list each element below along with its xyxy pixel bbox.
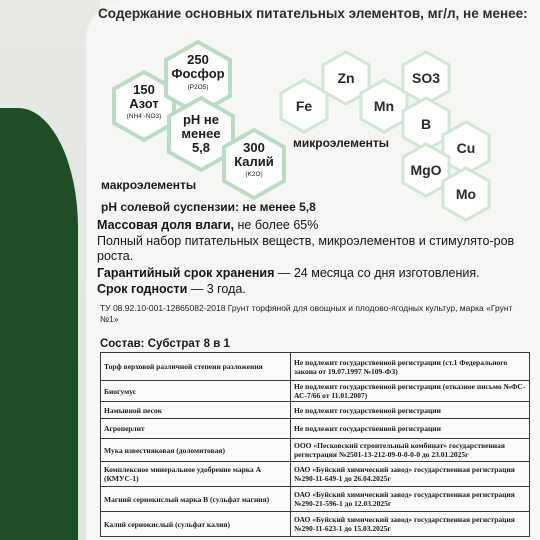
component-cell: Биогумус bbox=[101, 381, 291, 402]
table-row bbox=[101, 462, 530, 487]
component-cell: Намывной песок bbox=[101, 402, 291, 419]
table-row bbox=[101, 512, 530, 537]
registration-cell: Не подлежит государственной регистрации bbox=[291, 402, 530, 419]
shelf-life-line bbox=[97, 266, 533, 281]
registration-cell: Не подлежит государственной регистрации (ст.1 Федерального закона от 19.07.1997 №109-ФЗ) bbox=[291, 353, 530, 381]
composition-table bbox=[100, 352, 530, 537]
nutrients-heading: Содержание основных питательных элементов, мг/л, не менее: bbox=[98, 6, 528, 21]
table-row bbox=[101, 419, 530, 439]
macro-label: макроэлементы bbox=[101, 178, 197, 192]
component-cell: Агроперлит bbox=[101, 419, 291, 439]
shelf-life-bold: Гарантийный срок хранения bbox=[97, 266, 275, 280]
ph-line-3: 5,8 bbox=[191, 140, 211, 155]
composition-title: Состав: Субстрат 8 в 1 bbox=[100, 338, 230, 350]
registration-cell: ООО «Песковский строительный комбинат» государственная регистрация №2501-13-212-09-0-0-0-0 до 23.01.2025г bbox=[291, 439, 530, 462]
phosphorus-name: Фосфор bbox=[171, 66, 225, 81]
table-row bbox=[101, 439, 530, 462]
ph-line-2: менее bbox=[181, 126, 221, 141]
micro-cu: Cu bbox=[456, 140, 476, 156]
registration-cell: Не подлежит государственной регистрации (отказное письмо №ФС-АС-7/66 от 11.01.2007) bbox=[291, 381, 530, 402]
shelf-life-rest: — 24 месяца со дня изготовления. bbox=[274, 266, 480, 280]
micro-fe: Fe bbox=[295, 98, 313, 114]
nitrogen-name: Азот bbox=[129, 96, 159, 111]
table-row bbox=[101, 353, 530, 381]
hex-mn bbox=[361, 80, 407, 132]
full-set-text: Полный набор питательных веществ, микроэлементов и стимулято-ров роста. bbox=[97, 234, 515, 263]
potassium-formula: (K2O) bbox=[245, 171, 263, 178]
potassium-value: 300 bbox=[243, 140, 265, 155]
ph-line-1: pH не bbox=[182, 112, 220, 127]
ph-suspension: pH солевой суспензии: не менее 5,8 bbox=[101, 200, 316, 214]
moisture-bold: Массовая доля влаги, bbox=[97, 218, 235, 232]
expiry-bold: Срок годности bbox=[97, 282, 188, 296]
hex-fe bbox=[281, 80, 327, 132]
hex-potassium bbox=[224, 130, 284, 198]
micro-so3: SO3 bbox=[411, 70, 441, 86]
micro-mn: Mn bbox=[373, 98, 395, 114]
component-cell: Калий сернокислый (сульфат калия) bbox=[101, 512, 291, 537]
tu-standard: ТУ 08.92.10-001-12865082-2018 Грунт торфяной для овощных и плодово-ягодных культур, марка «Грунт №1» bbox=[100, 303, 513, 324]
nitrogen-value: 150 bbox=[133, 82, 155, 97]
registration-cell: ОАО «Буйский химический завод» государственная регистрация №290-11-649-1 до 26.04.2025г bbox=[291, 462, 530, 487]
registration-cell: Не подлежит государственной регистрации bbox=[291, 419, 530, 439]
micro-mo: Mo bbox=[455, 186, 477, 202]
potassium-name: Калий bbox=[234, 154, 274, 169]
table-row bbox=[101, 381, 530, 402]
moisture-line bbox=[97, 218, 533, 233]
phosphorus-formula: (P2O5) bbox=[187, 84, 209, 91]
registration-cell: ОАО «Буйский химический завод» государственная регистрация №290-11-623-1 до 15.03.2025г bbox=[291, 512, 530, 537]
micro-b: B bbox=[420, 116, 432, 132]
micro-zn: Zn bbox=[337, 70, 355, 86]
component-cell: Магний сернокислый марка В (сульфат магния) bbox=[101, 487, 291, 512]
micro-mgo: MgO bbox=[410, 162, 442, 178]
expiry-rest: — 3 года. bbox=[187, 282, 246, 296]
component-cell: Торф верховой различной степени разложения bbox=[101, 353, 291, 381]
hex-so3 bbox=[403, 52, 449, 104]
expiry-line bbox=[97, 282, 533, 297]
table-row bbox=[101, 402, 530, 419]
registration-cell: ОАО «Буйский химический завод» государственная регистрация №290-21-596-1 до 12.03.2025г bbox=[291, 487, 530, 512]
table-row bbox=[101, 487, 530, 512]
phosphorus-value: 250 bbox=[187, 52, 209, 67]
micro-label: микроэлементы bbox=[293, 136, 389, 150]
hex-mo bbox=[443, 168, 489, 220]
component-cell: Комплексное минеральное удобрение марка А (КМУС-1) bbox=[101, 462, 291, 487]
component-cell: Мука известняковая (доломитовая) bbox=[101, 439, 291, 462]
nitrogen-formula: (NH4 -NO3) bbox=[126, 113, 162, 120]
moisture-rest: не более 65% bbox=[234, 218, 319, 232]
